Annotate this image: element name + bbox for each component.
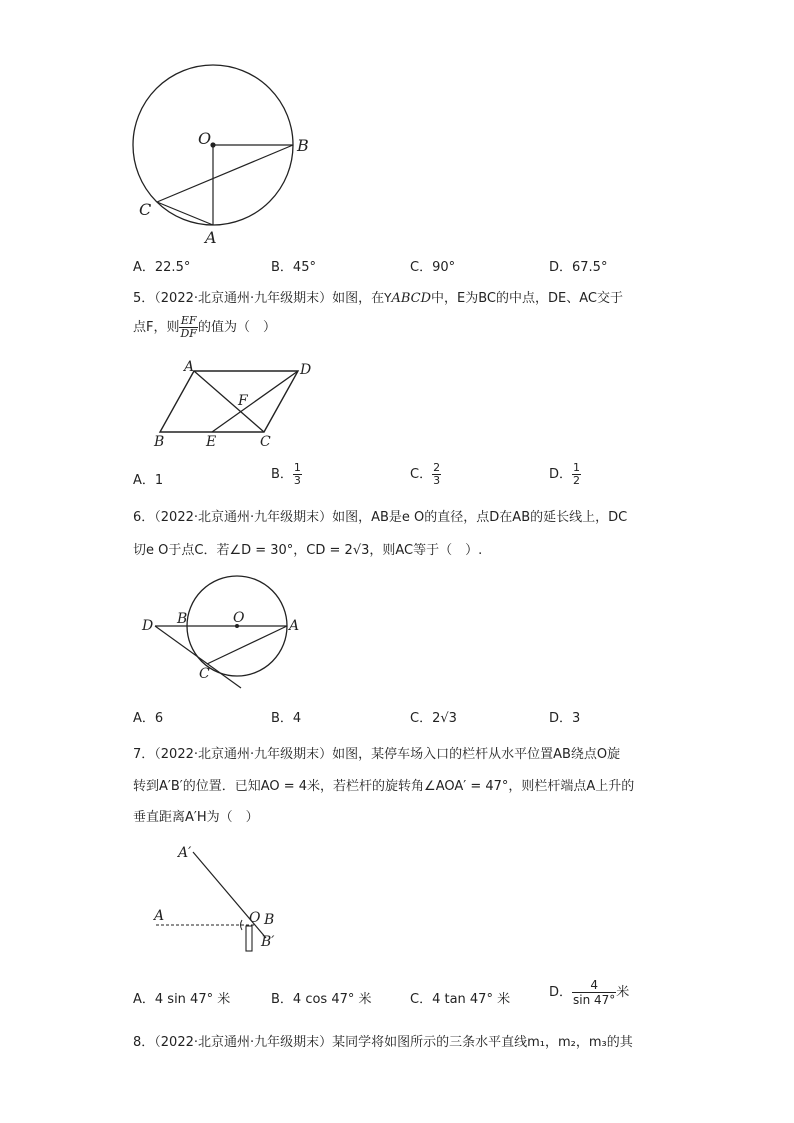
q6-label-C: C [199,666,210,682]
q7-label-A: A [154,908,165,924]
q7-option-a: A．4 sin 47° 米 [133,992,231,1007]
q7-option-c: C．4 tan 47° 米 [410,992,511,1007]
q5-label-C: C [260,434,271,450]
q8-stem-line1: 8．（2022·北京通州·九年级期末）某同学将如图所示的三条水平直线m₁，m₂，m₃的其 [133,1035,633,1050]
q5-option-a: A．1 [133,473,164,488]
q7-stem-line3: 垂直距离A′H为（ ） [133,810,259,825]
q6-stem-line1: 6．（2022·北京通州·九年级期末）如图，AB是e O的直径，点D在AB的延长线上，DC [133,510,628,525]
q7-label-O: O [249,910,261,926]
q5-fraction: $\frac{EF}{DF}$ [180,314,197,340]
q5-stem-line1: 5．（2022·北京通州·九年级期末）如图，在YABCD中，E为BC的中点，DE、AC交于 [133,291,623,306]
q6-option-b: B．4 [271,711,302,726]
q6-label-A: A [289,618,300,634]
q7-label-A-prime: A′ [178,845,192,861]
q4-label-O: O [198,129,212,148]
q7-option-b: B．4 cos 47° 米 [271,992,372,1007]
q5-option-d: D． $\frac{1}{2}$ [549,461,581,487]
q4-circle-figure [120,55,320,250]
q4-option-b: B．45° [271,260,316,275]
q5-option-b: B． $\frac{1}{3}$ [271,461,301,487]
q4-segment-BC [157,145,293,202]
q6-circle-figure [135,572,310,692]
q7-stem-line1: 7．（2022·北京通州·九年级期末）如图，某停车场入口的栏杆从水平位置AB绕点O旋 [133,747,621,762]
q6-option-d: D．3 [549,711,581,726]
q5-segment-AC [194,371,264,432]
q6-label-O: O [233,610,245,626]
q7-label-B-prime: B′ [261,934,275,950]
q7-stem-line2: 转到A′B′的位置．已知AO = 4米，若栏杆的旋转角∠AOA′ = 47°，则栏杆端点A上升的 [133,779,635,794]
q4-option-a: A．22.5° [133,260,191,275]
q5-label-D: D [300,362,312,378]
q5-label-A: A [184,359,195,375]
q6-option-a: A．6 [133,711,164,726]
q6-label-B: B [177,611,188,627]
q5-label-F: F [238,393,248,409]
q4-label-C: C [139,200,152,219]
q4-label-B: B [297,136,309,155]
q5-segment-DE [212,371,298,432]
q4-center-point [210,142,215,147]
q4-label-A: A [205,228,217,247]
q6-tangent-DC [155,626,241,688]
q7-barrier-figure [150,840,290,955]
q7-post [246,926,252,951]
q6-option-c: C．2√3 [410,711,457,726]
q5-label-B: B [154,434,165,450]
q5-option-c: C． $\frac{2}{3}$ [410,461,441,487]
q5-parallelogram-figure [150,358,320,450]
q4-segment-CA [157,202,213,225]
q6-stem-line2: 切e O于点C．若∠D = 30°，CD = 2√3，则AC等于（ ）. [133,543,483,558]
q5-label-E: E [206,434,217,450]
q6-label-D: D [142,618,154,634]
q5-stem-line2: 点F，则 $\frac{EF}{DF}$ 的值为（ ） [133,314,276,340]
q7-option-d: D． $\frac{4}{\sin 47^\circ}$ 米 [549,978,630,1007]
q7-label-B: B [264,912,275,928]
q4-option-d: D．67.5° [549,260,608,275]
q4-option-c: C．90° [410,260,456,275]
